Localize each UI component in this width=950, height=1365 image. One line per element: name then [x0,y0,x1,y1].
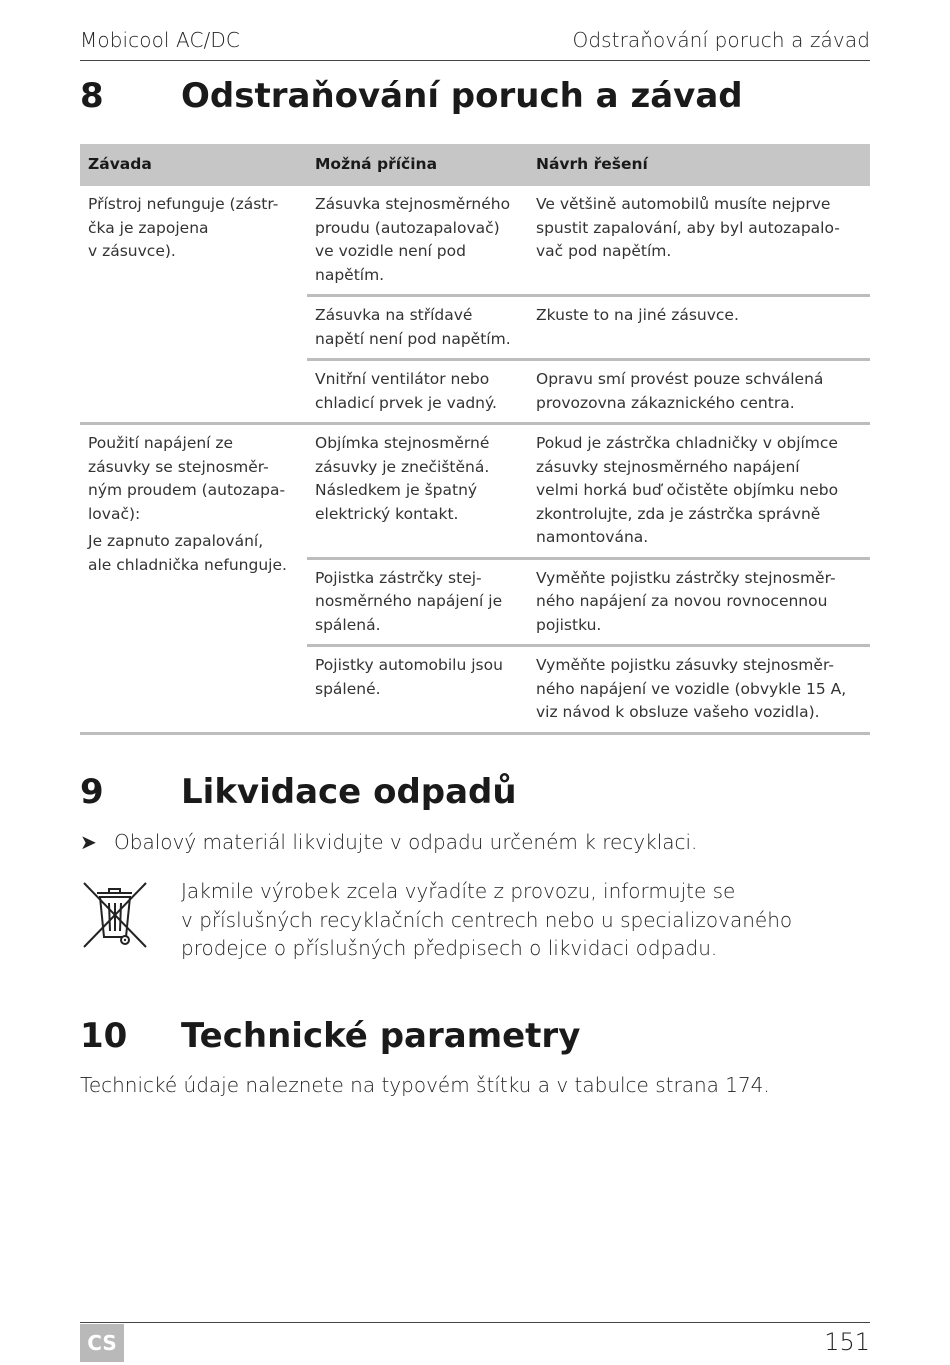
cause-text-line: ve vozidle není pod [315,242,466,260]
instruction-bullet [80,830,870,854]
solution-text-line: Zkuste to na jiné zásuvce. [536,306,739,324]
section-title: Likvidace odpadů [181,772,517,812]
solution-text-line: Pokud je zástrčka chladničky v objímce [536,434,838,452]
solution-text-line: ného napájení za novou rovnocennou [536,592,828,610]
cause-cell [307,646,528,734]
solution-text-line: Vyměňte pojistku zástrčky stejnosměr- [536,568,836,587]
solution-text-line: viz návod k obsluze vašeho vozidla). [536,703,820,721]
cause-text-line: napětí není pod napětím. [315,329,511,348]
fault-text-line: čka je zapojena [88,218,209,237]
solution-text-line: Vyměňte pojistku zásuvky stejnosměr- [536,656,834,674]
section-title: Technické parametry [181,1016,581,1056]
fault-text-line: ným proudem (autozapa- [88,481,286,499]
cause-cell [307,424,528,559]
footer-rule [80,1322,870,1323]
fault-text-line: lovač): [88,504,141,523]
cause-text-line: Vnitřní ventilátor nebo [315,370,490,388]
solution-text-line: provozovna zákaznického centra. [536,393,795,412]
solution-text-line: velmi horká buď očistěte objímku nebo [536,481,839,499]
page-number: 151 [824,1328,870,1356]
solution-cell [528,424,870,559]
solution-text-line: zkontrolujte, zda je zástrčka správně [536,504,821,523]
solution-cell [528,646,870,734]
section-number: 10 [80,1016,128,1056]
paragraph-line: prodejce o příslušných předpisech o likvidaci odpadu. [181,936,718,960]
fault-text-line: v zásuvce). [88,242,176,260]
cause-text-line: Pojistka zástrčky stej- [315,568,482,587]
column-header-cause: Možná příčina [307,144,528,186]
solution-text-line: spustit zapalování, aby byl autozapalo- [536,218,840,237]
section-number: 8 [80,76,104,116]
paragraph-line: v příslušných recyklačních centrech nebo u specializovaného [181,907,793,932]
disposal-paragraph [181,877,871,963]
cause-cell [307,558,528,646]
crossed-out-wheelie-bin-icon [80,879,150,951]
troubleshooting-table [80,144,870,735]
cause-text-line: Následkem je špatný [315,481,478,499]
bullet-text: Obalový materiál likvidujte v odpadu určeném k recyklaci. [114,830,698,854]
cause-cell [307,296,528,360]
arrow-bullet-icon: ➤ [80,830,97,854]
cause-text-line: elektrický kontakt. [315,504,459,523]
table-row [80,186,870,296]
cause-text-line: Zásuvka stejnosměrného [315,195,511,213]
cause-text-line: Objímka stejnosměrné [315,434,490,452]
header-product-name: Mobicool AC/DC [80,28,240,52]
cause-text-line: spálené. [315,679,381,698]
solution-text-line: ného napájení ve vozidle (obvykle 15 A, [536,679,847,698]
running-header [80,28,870,61]
fault-text-line: Přístroj nefunguje (zástr- [88,195,279,213]
cause-text-line: zásuvky je znečištěná. [315,457,490,476]
disposal-note [80,877,870,967]
section-number: 9 [80,772,104,812]
solution-cell [528,186,870,296]
solution-text-line: namontována. [536,528,649,546]
header-chapter-title: Odstraňování poruch a závad [572,28,870,52]
solution-text-line: vač pod napětím. [536,242,672,260]
solution-text-line: Ve většině automobilů musíte nejprve [536,195,831,213]
solution-cell [528,558,870,646]
solution-cell [528,360,870,424]
solution-text-line: Opravu smí provést pouze schválená [536,370,824,388]
solution-text-line: pojistku. [536,615,602,634]
cause-text-line: spálená. [315,615,381,634]
fault-cell [80,186,307,424]
fault-text-line: zásuvky se stejnosměr- [88,457,269,476]
solution-cell [528,296,870,360]
solution-text-line: zásuvky stejnosměrného napájení [536,457,800,476]
fault-text-line: ale chladnička nefunguje. [88,555,287,574]
cause-text-line: chladicí prvek je vadný. [315,393,497,412]
cause-cell [307,186,528,296]
language-badge: CS [80,1324,124,1362]
cause-text-line: proudu (autozapalovač) [315,218,500,237]
column-header-fault: Závada [80,144,307,186]
fault-text-line: Je zapnuto zapalování, [88,532,264,550]
paragraph-line: Jakmile výrobek zcela vyřadíte z provozu, informujte se [181,879,736,903]
cause-text-line: napětím. [315,265,385,284]
cause-cell [307,360,528,424]
column-header-solution: Návrh řešení [528,144,870,186]
fault-cell [80,424,307,734]
cause-text-line: Zásuvka na střídavé [315,306,473,324]
section-title: Odstraňování poruch a závad [181,76,743,116]
fault-text-line: Použití napájení ze [88,434,234,452]
cause-text-line: nosměrného napájení je [315,592,503,610]
cause-text-line: Pojistky automobilu jsou [315,656,503,674]
table-row [80,424,870,559]
table-header-row [80,144,870,186]
technical-data-text: Technické údaje naleznete na typovém štítku a v tabulce strana 174. [80,1073,770,1097]
